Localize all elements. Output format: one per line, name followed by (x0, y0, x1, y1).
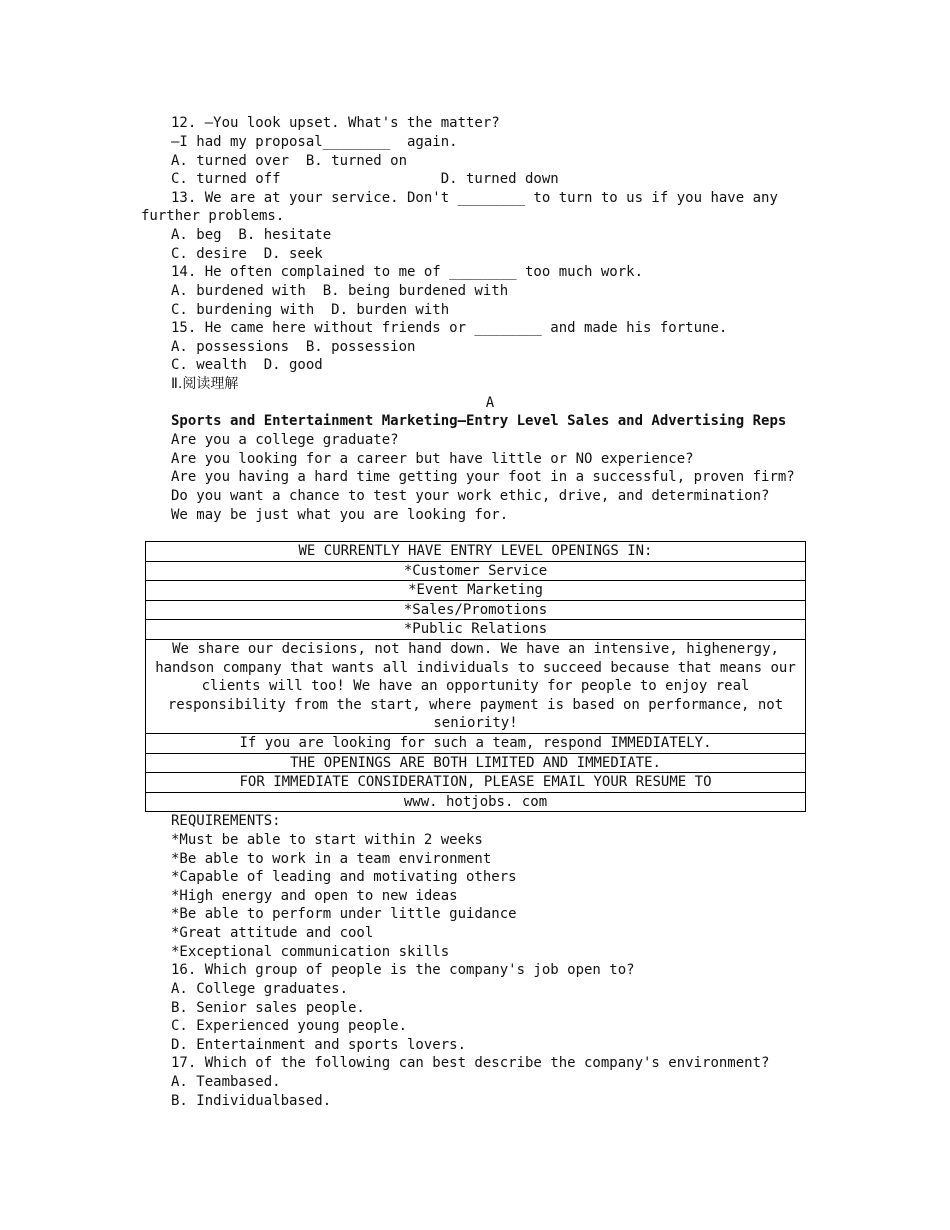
requirement-item: *Must be able to start within 2 weeks (171, 832, 483, 848)
email-line: FOR IMMEDIATE CONSIDERATION, PLEASE EMAIL YOUR RESUME TO (146, 773, 806, 793)
question-17-option-b: B. Individualbased. (171, 1093, 332, 1109)
question-15-stem: 15. He came here without friends or ________ and made his fortune. (171, 320, 728, 336)
requirement-item: *High energy and open to new ideas (171, 888, 458, 904)
question-12-reply: —I had my proposal________ again. (171, 134, 458, 150)
question-14-stem: 14. He often complained to me of ________ too much work. (171, 264, 644, 280)
passage-letter: A (485, 395, 495, 411)
question-15-options-cd: C. wealth D. good (171, 357, 323, 373)
passage-title: Sports and Entertainment Marketing—Entry Level Sales and Advertising Reps (171, 413, 787, 429)
question-16-stem: 16. Which group of people is the company's job open to? (171, 962, 635, 978)
requirement-item: *Exceptional communication skills (171, 944, 450, 960)
question-17-stem: 17. Which of the following can best describe the company's environment? (171, 1055, 770, 1071)
section-heading: Ⅱ.阅读理解 (171, 376, 239, 392)
question-12-stem: 12. —You look upset. What's the matter? (171, 115, 500, 131)
company-description: We share our decisions, not hand down. We have an intensive, highenergy, handson company that wants all individuals to succeed because that means our clients will too! We have an opportunity for people to enjoy real responsibility from the start, where payment is based on performance, not seniority! (146, 639, 806, 733)
question-14-options-ab: A. burdened with B. being burdened with (171, 283, 509, 299)
requirement-item: *Great attitude and cool (171, 925, 374, 941)
intro-line-2: Are you looking for a career but have little or NO experience? (171, 451, 694, 467)
requirement-item: *Be able to perform under little guidance (171, 906, 517, 922)
question-16-option-b: B. Senior sales people. (171, 1000, 365, 1016)
intro-line-4: Do you want a chance to test your work ethic, drive, and determination? (171, 488, 770, 504)
question-13-options-cd: C. desire D. seek (171, 246, 323, 262)
question-13-stem: 13. We are at your service. Don't ________ to turn to us if you have any (171, 190, 778, 206)
question-16-option-d: D. Entertainment and sports lovers. (171, 1037, 467, 1053)
intro-line-1: Are you a college graduate? (171, 432, 399, 448)
job-openings-table (145, 541, 806, 812)
website-link[interactable]: www. hotjobs. com (146, 792, 806, 812)
question-12-options-cd: C. turned off D. turned down (171, 171, 559, 187)
requirements-heading: REQUIREMENTS: (171, 813, 281, 829)
opening-event-marketing: *Event Marketing (146, 581, 806, 601)
question-13-stem-cont: further problems. (141, 208, 285, 224)
requirement-item: *Be able to work in a team environment (171, 851, 492, 867)
table-header: WE CURRENTLY HAVE ENTRY LEVEL OPENINGS IN: (146, 542, 806, 562)
question-16-option-c: C. Experienced young people. (171, 1018, 408, 1034)
question-12-options-ab: A. turned over B. turned on (171, 153, 408, 169)
question-14-options-cd: C. burdening with D. burden with (171, 302, 450, 318)
opening-public-relations: *Public Relations (146, 620, 806, 640)
intro-line-3: Are you having a hard time getting your foot in a successful, proven firm? (171, 469, 795, 485)
limited-line: THE OPENINGS ARE BOTH LIMITED AND IMMEDIATE. (146, 753, 806, 773)
question-16-option-a: A. College graduates. (171, 981, 349, 997)
requirement-item: *Capable of leading and motivating others (171, 869, 517, 885)
question-17-option-a: A. Teambased. (171, 1074, 281, 1090)
question-13-options-ab: A. beg B. hesitate (171, 227, 332, 243)
question-15-options-ab: A. possessions B. possession (171, 339, 416, 355)
intro-line-5: We may be just what you are looking for. (171, 507, 509, 523)
opening-sales-promotions: *Sales/Promotions (146, 600, 806, 620)
opening-customer-service: *Customer Service (146, 561, 806, 581)
respond-line: If you are looking for such a team, respond IMMEDIATELY. (146, 733, 806, 753)
